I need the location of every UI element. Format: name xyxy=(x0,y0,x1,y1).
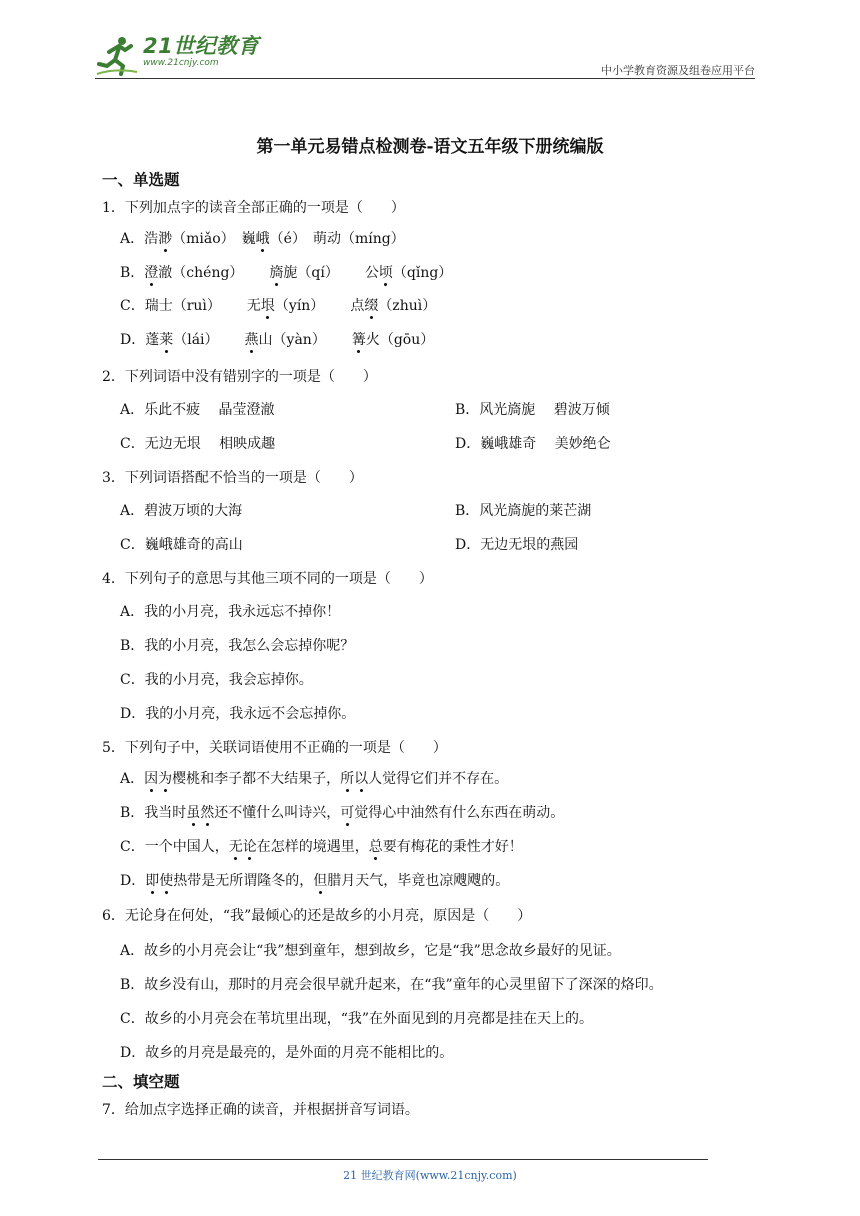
question-2-option-d: D．巍峨雄奇 美妙绝仑 xyxy=(455,436,611,452)
platform-label: 中小学教育资源及组卷应用平台 xyxy=(601,64,755,77)
question-1-option-d: D．蓬莱（lái） 燕山（yàn） 篝火（gōu） xyxy=(120,329,434,349)
question-1-option-a: A．浩渺（miǎo） 巍峨（é） 萌动（míng） xyxy=(120,228,405,248)
question-4-stem: 4．下列句子的意思与其他三项不同的一项是（ ） xyxy=(102,571,433,587)
question-1-stem: 1．下列加点字的读音全部正确的一项是（ ） xyxy=(102,200,405,216)
question-2-option-a: A．乐此不疲 晶莹澄澈 xyxy=(120,402,275,418)
header-divider xyxy=(95,78,755,79)
question-1-option-c: C．瑞士（ruì） 无垠（yín） 点缀（zhuì） xyxy=(120,295,436,315)
question-3-stem: 3．下列词语搭配不恰当的一项是（ ） xyxy=(102,470,363,486)
question-3-option-b: B．风光旖旎的莱芒湖 xyxy=(455,503,592,519)
question-6-option-d: D．故乡的月亮是最亮的，是外面的月亮不能相比的。 xyxy=(120,1045,454,1061)
runner-logo-icon xyxy=(95,34,139,76)
section-heading-single-choice: 一、单选题 xyxy=(102,170,180,189)
question-4-option-c: C．我的小月亮，我会忘掉你。 xyxy=(120,672,313,688)
question-3-option-d: D．无边无垠的燕园 xyxy=(455,537,579,553)
logo-text: 21世纪教育 xyxy=(143,34,260,58)
footer-divider xyxy=(98,1159,708,1160)
question-5-stem: 5．下列句子中，关联词语使用不正确的一项是（ ） xyxy=(102,740,447,756)
question-6-option-b: B．故乡没有山，那时的月亮会很早就升起来，在“我”童年的心灵里留下了深深的烙印。 xyxy=(120,977,663,993)
question-6-option-c: C．故乡的小月亮会在苇坑里出现，“我”在外面见到的月亮都是挂在天上的。 xyxy=(120,1011,594,1027)
question-2-option-b: B．风光旖旎 碧波万倾 xyxy=(455,402,610,418)
site-logo xyxy=(95,34,259,76)
question-6-option-a: A．故乡的小月亮会让“我”想到童年，想到故乡，它是“我”思念故乡最好的见证。 xyxy=(120,943,621,959)
question-4-option-a: A．我的小月亮，我永远忘不掉你！ xyxy=(120,604,341,620)
page-header xyxy=(95,34,755,80)
question-5-option-d: D．即使热带是无所谓隆冬的，但腊月天气，毕竟也凉飕飕的。 xyxy=(120,870,509,890)
question-1-option-b: B．澄澈（chéng） 旖旎（qí） 公顷（qǐng） xyxy=(120,262,452,282)
question-3-option-c: C．巍峨雄奇的高山 xyxy=(120,537,243,553)
question-4-option-d: D．我的小月亮，我永远不会忘掉你。 xyxy=(120,706,356,722)
question-5-option-c: C．一个中国人，无论在怎样的境遇里，总要有梅花的秉性才好！ xyxy=(120,836,523,856)
question-6-stem: 6．无论身在何处，“我”最倾心的还是故乡的小月亮，原因是（ ） xyxy=(102,908,532,924)
question-5-option-a: A．因为樱桃和李子都不大结果子，所以人觉得它们并不存在。 xyxy=(120,768,508,788)
question-5-option-b: B．我当时虽然还不懂什么叫诗兴，可觉得心中油然有什么东西在萌动。 xyxy=(120,802,564,822)
logo-url: www.21cnjy.com xyxy=(143,58,219,68)
question-7-stem: 7．给加点字选择正确的读音，并根据拼音写词语。 xyxy=(102,1102,419,1118)
question-4-option-b: B．我的小月亮，我怎么会忘掉你呢？ xyxy=(120,638,355,654)
footer-source: 21 世纪教育网(www.21cnjy.com) xyxy=(343,1169,517,1182)
section-heading-fill-blank: 二、填空题 xyxy=(102,1072,180,1091)
question-3-option-a: A．碧波万顷的大海 xyxy=(120,503,243,519)
page-title: 第一单元易错点检测卷-语文五年级下册统编版 xyxy=(256,137,604,157)
question-2-stem: 2．下列词语中没有错别字的一项是（ ） xyxy=(102,369,377,385)
question-2-option-c: C．无边无垠 相映成趣 xyxy=(120,436,276,452)
